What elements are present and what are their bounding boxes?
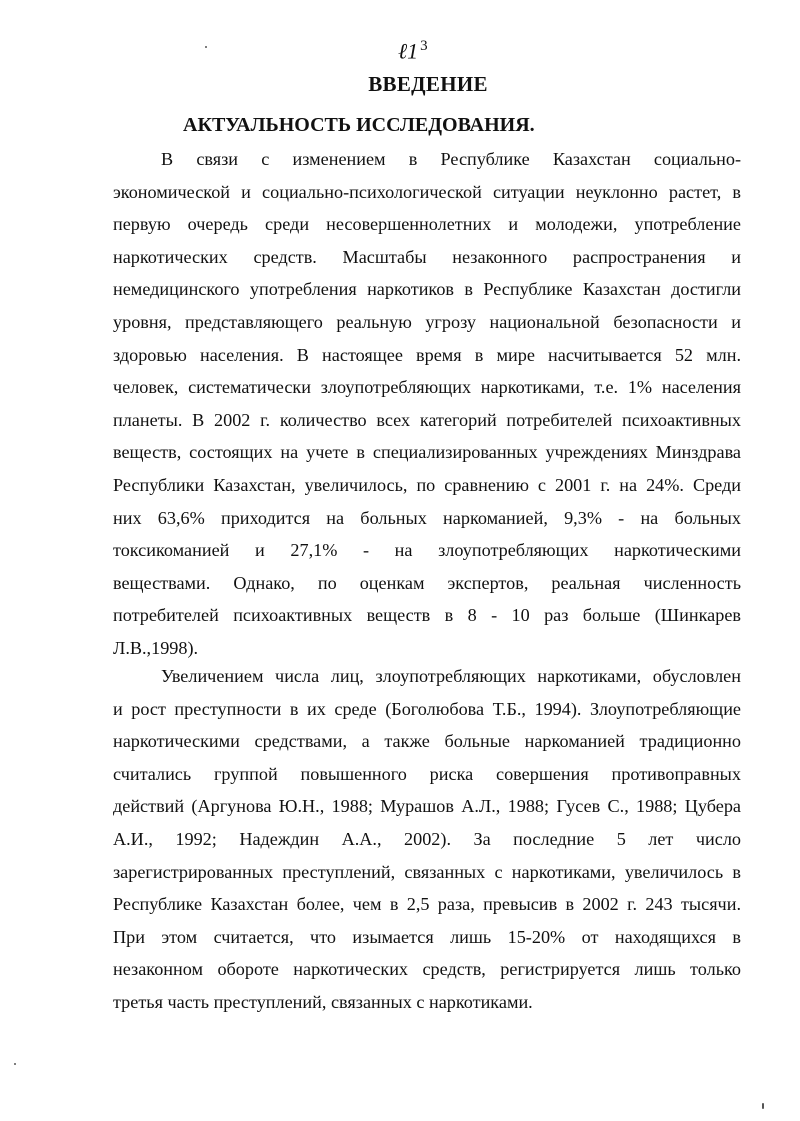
paragraph-line: потребителей психоактивных веществ в 8 - 10 раз больше (Шинкарев: [113, 605, 741, 626]
paragraph-line: планеты. В 2002 г. количество всех категорий потребителей психоактивных: [113, 409, 741, 430]
paragraph-line: незаконном обороте наркотических средств, регистрируется лишь только: [113, 959, 741, 980]
paragraph-line: и рост преступности в их среде (Боголюбова Т.Б., 1994). Злоупотребляющие: [113, 698, 741, 719]
paragraph-1: [113, 143, 741, 665]
paragraph-line: зарегистрированных преступлений, связанных с наркотиками, увеличилось в: [113, 861, 741, 882]
scan-speck: [205, 46, 207, 48]
section-heading: ВВЕДЕНИЕ: [368, 72, 488, 96]
paragraph-line: веществ, состоящих на учете в специализированных учреждениях Минздрава: [113, 442, 741, 463]
paragraph-line: наркотических средств. Масштабы незаконного распространения и: [113, 246, 741, 267]
paragraph-line: действий (Аргунова Ю.Н., 1988; Мурашов А.Л., 1988; Гусев С., 1988; Цубера: [113, 796, 741, 817]
paragraph-line: Республики Казахстан, увеличилось, по сравнению с 2001 г. на 24%. Среди: [113, 474, 741, 495]
scan-speck: [762, 1103, 764, 1109]
paragraph-line: В связи с изменением в Республике Казахстан социально-: [161, 149, 741, 169]
paragraph-line: веществами. Однако, по оценкам экспертов, реальная численность: [113, 572, 741, 593]
paragraph-line: наркотическими средствами, а также больные наркоманией традиционно: [113, 731, 741, 752]
paragraph-line: экономической и социально-психологической ситуации неуклонно растет, в: [113, 181, 741, 202]
page-number-value: 3: [420, 38, 428, 54]
paragraph-line: Республике Казахстан более, чем в 2,5 раза, превысив в 2002 г. 243 тысячи.: [113, 894, 741, 915]
page-number-mark: ℓ1: [398, 38, 419, 64]
paragraph-line: считались группой повышенного риска совершения противоправных: [113, 763, 741, 784]
paragraph-line: них 63,6% приходится на больных наркоманией, 9,3% - на больных: [113, 507, 741, 528]
paragraph-line: токсикоманией и 27,1% - на злоупотребляющих наркотическими: [113, 540, 741, 561]
paragraph-2: [113, 660, 741, 1019]
paragraph-line: А.И., 1992; Надеждин А.А., 2002). За последние 5 лет число: [113, 828, 741, 849]
paragraph-line: При этом считается, что изымается лишь 15-20% от находящихся в: [113, 926, 741, 947]
page-number: [398, 38, 428, 64]
paragraph-line: Увеличением числа лиц, злоупотребляющих наркотиками, обусловлен: [161, 666, 741, 686]
section-subheading: АКТУАЛЬНОСТЬ ИССЛЕДОВАНИЯ.: [183, 114, 535, 136]
paragraph-line: здоровью населения. В настоящее время в мире насчитывается 52 млн.: [113, 344, 741, 365]
paragraph-line: третья часть преступлений, связанных с наркотиками.: [113, 991, 533, 1012]
paragraph-line: Л.В.,1998).: [113, 637, 199, 658]
paragraph-line: уровня, представляющего реальную угрозу национальной безопасности и: [113, 311, 741, 332]
scan-speck: [14, 1063, 16, 1065]
paragraph-line: первую очередь среди несовершеннолетних и молодежи, употребление: [113, 214, 741, 235]
paragraph-line: немедицинского употребления наркотиков в Республике Казахстан достигли: [113, 279, 741, 300]
paragraph-line: человек, систематически злоупотребляющих наркотиками, т.е. 1% населения: [113, 377, 741, 398]
